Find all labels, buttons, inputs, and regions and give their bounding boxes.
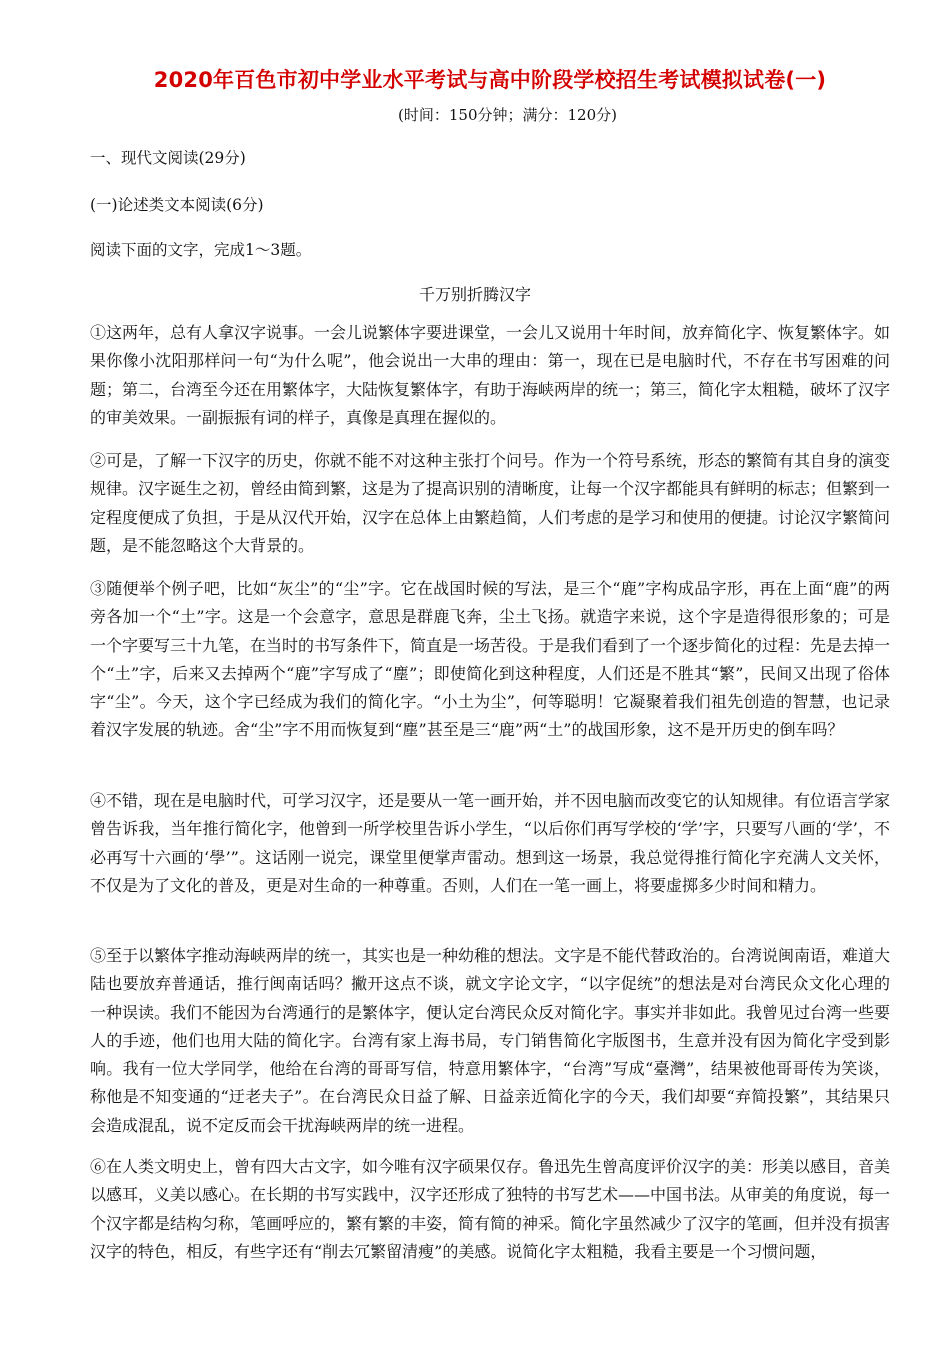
article-paragraph-3: ③随便举个例子吧，比如“灰尘”的“尘”字。它在战国时候的写法，是三个“鹿”字构成品字形，再在上面“鹿”的两旁各加一个“土”字。这是一个会意字，意思是群鹿飞奔，尘土飞扬。就造字来说，这个字是造得很形象的；可是一个字要写三十九笔，在当时的书写条件下，简直是一场苦役。于是我们看到了一个逐步简化的过程：先是去掉一个“土”字，后来又去掉两个“鹿”字写成了“塵”；即使简化到这种程度，人们还是不胜其“繁”，民间又出现了俗体字“尘”。今天，这个字已经成为我们的简化字。“小土为尘”，何等聪明！它凝聚着我们祖先创造的智慧，也记录着汉字发展的轨迹。舍“尘”字不用而恢复到“塵”甚至是三“鹿”两“土”的战国形象，这不是开历史的倒车吗？ — [90, 579, 891, 740]
reading-instruction: 阅读下面的文字，完成1～3题。 — [90, 241, 312, 259]
article-paragraph-4: ④不错，现在是电脑时代，可学习汉字，还是要从一笔一画开始，并不因电脑而改变它的认知规律。有位语言学家曾告诉我，当年推行简化字，他曾到一所学校里告诉小学生，“以后你们再写学校的‘学’字，只要写八画的‘学’，不必再写十六画的‘學’”。这话刚一说完，课堂里便掌声雷动。想到这一场景，我总觉得推行简化字充满人文关怀，不仅是为了文化的普及，更是对生命的一种尊重。否则，人们在一笔一画上，将要虚掷多少时间和精力。 — [90, 791, 891, 895]
section-heading-reading: 一、现代文阅读(29分) — [90, 149, 246, 167]
article-paragraph-2: ②可是，了解一下汉字的历史，你就不能不对这种主张打个问号。作为一个符号系统，形态的繁简有其自身的演变规律。汉字诞生之初，曾经由简到繁，这是为了提高识别的清晰度，让每一个汉字都能具有鲜明的标志；但繁到一定程度便成了负担，于是从汉代开始，汉字在总体上由繁趋简，人们考虑的是学习和使用的便捷。讨论汉字繁简问题，是不能忽略这个大背景的。 — [90, 451, 891, 555]
exam-time-score: (时间：150分钟；满分：120分) — [398, 106, 617, 124]
article-paragraph-5: ⑤至于以繁体字推动海峡两岸的统一，其实也是一种幼稚的想法。文字是不能代替政治的。台湾说闽南语，难道大陆也要放弃普通话，推行闽南话吗？撇开这点不谈，就文字论文字，“以字促统”的想法是对台湾民众文化心理的一种误读。我们不能因为台湾通行的是繁体字，便认定台湾民众反对简化字。事实并非如此。我曾见过台湾一些要人的手迹，他们也用大陆的简化字。台湾有家上海书局，专门销售简化字版图书，生意并没有因为简化字受到影响。我有一位大学同学，他给在台湾的哥哥写信，特意用繁体字，“台湾”写成“臺灣”，结果被他哥哥传为笑谈，称他是不知变通的“迂老夫子”。在台湾民众日益了解、日益亲近简化字的今天，我们却要“弃简投繁”，其结果只会造成混乱，说不定反而会干扰海峡两岸的统一进程。 — [90, 946, 891, 1135]
article-paragraph-1: ①这两年，总有人拿汉字说事。一会儿说繁体字要进课堂，一会儿又说用十年时间，放弃简化字、恢复繁体字。如果你像小沈阳那样问一句“为什么呢”，他会说出一大串的理由：第一，现在已是电脑时代，不存在书写困难的问题；第二，台湾至今还在用繁体字，大陆恢复繁体字，有助于海峡两岸的统一；第三，简化字太粗糙，破坏了汉字的审美效果。一副振振有词的样子，真像是真理在握似的。 — [90, 323, 891, 427]
subsection-heading-argumentative: (一)论述类文本阅读(6分) — [90, 196, 264, 214]
article-title: 千万别折腾汉字 — [418, 285, 531, 304]
article-paragraph-6: ⑥在人类文明史上，曾有四大古文字，如今唯有汉字硕果仅存。鲁迅先生曾高度评价汉字的美：形美以感目，音美以感耳，义美以感心。在长期的书写实践中，汉字还形成了独特的书写艺术——中国书法。从审美的角度说，每一个汉字都是结构匀称，笔画呼应的，繁有繁的丰姿，简有简的神采。简化字虽然减少了汉字的笔画，但并没有损害汉字的特色，相反，有些字还有“削去冗繁留清瘦”的美感。说简化字太粗糙，我看主要是一个习惯问题， — [90, 1157, 891, 1261]
exam-title: 2020年百色市初中学业水平考试与高中阶段学校招生考试模拟试卷(一) — [153, 68, 827, 92]
